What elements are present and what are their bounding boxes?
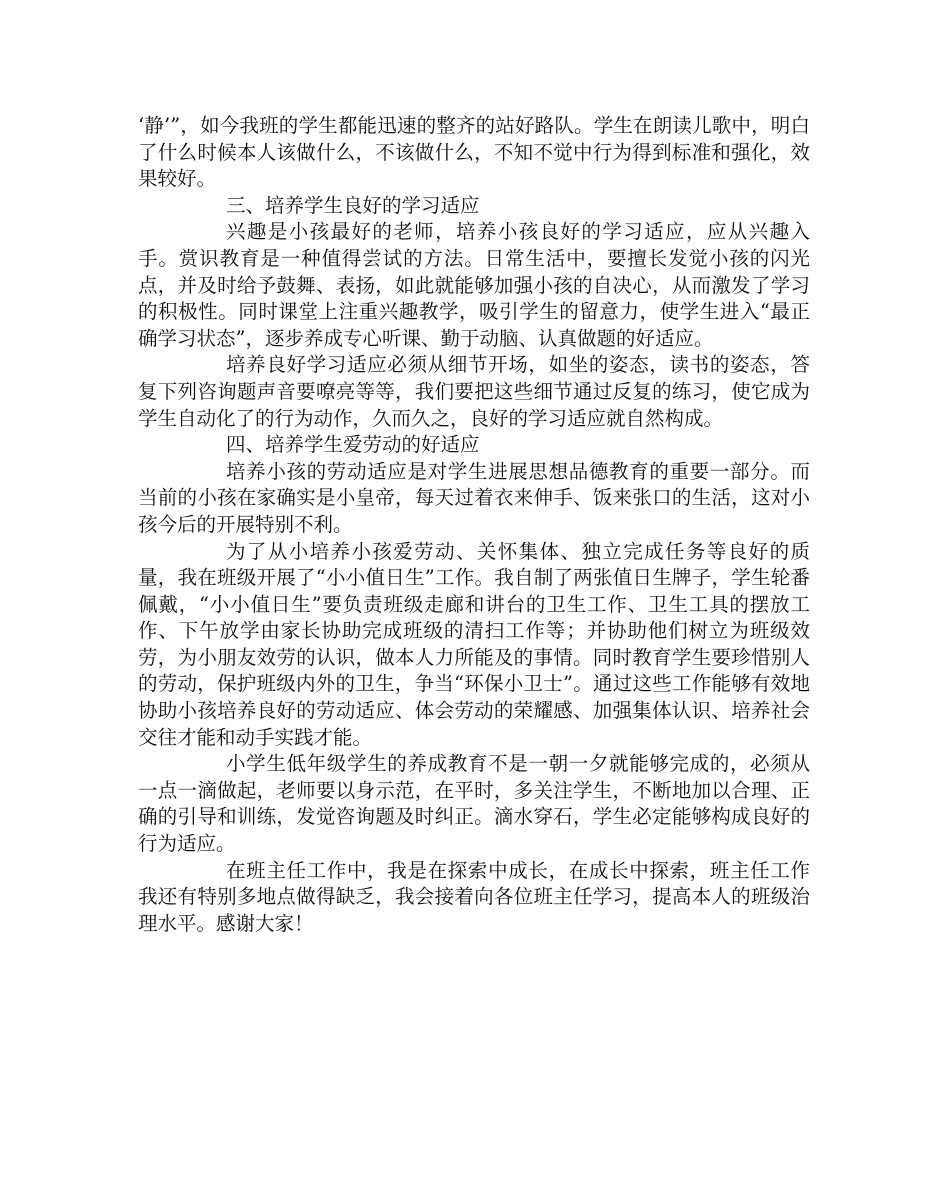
section-heading-3: 三、培养学生良好的学习适应 <box>226 193 480 217</box>
paragraph-continuation: ‘静’”，如今我班的学生都能迅速的整齐的站好路队。学生在朗读儿歌中，明白了什么时候本人该做什么，不该做什么，不知不觉中行为得到标准和强化，效果较好。 <box>138 114 810 191</box>
paragraph-duty-student: 为了从小培养小孩爱劳动、关怀集体、独立完成任务等良好的质量，我在班级开展了“小小值日生”工作。我自制了两张值日生牌子，学生轮番佩戴，“小小值日生”要负责班级走廊和讲台的卫生工作、卫生工具的摆放工作、下午放学由家长协助完成班级的清扫工作等；并协助他们树立为班级效劳，为小朋友效劳的认识，做本人力所能及的事情。同时教育学生要珍惜别人的劳动，保护班级内外的卫生，争当“环保小卫士”。通过这些工作能够有效地协助小孩培养良好的劳动适应、体会劳动的荣耀感、加强集体认识、培养社会交往才能和动手实践才能。 <box>138 539 810 749</box>
document-body <box>138 113 810 937</box>
paragraph-closing: 在班主任工作中，我是在探索中成长，在成长中探索，班主任工作我还有特别多地点做得缺乏，我会接着向各位班主任学习，提高本人的班级治理水平。感谢大家！ <box>138 858 810 935</box>
section-heading-4: 四、培养学生爱劳动的好适应 <box>226 433 480 457</box>
paragraph-interest: 兴趣是小孩最好的老师，培养小孩良好的学习适应，应从兴趣入手。赏识教育是一种值得尝试的方法。日常生活中，要擅长发觉小孩的闪光点，并及时给予鼓舞、表扬，如此就能够加强小孩的自决心，从而激发了学习的积极性。同时课堂上注重兴趣教学，吸引学生的留意力，使学生进入“最正确学习状态”，逐步养成专心听课、勤于动脑、认真做题的好适应。 <box>138 220 810 350</box>
paragraph-habit-education: 小学生低年级学生的养成教育不是一朝一夕就能够完成的，必须从一点一滴做起，老师要以身示范，在平时，多关注学生，不断地加以合理、正确的引导和训练，发觉咨询题及时纠正。滴水穿石，学生必定能够构成良好的行为适应。 <box>138 752 810 856</box>
paragraph-details: 培养良好学习适应必须从细节开场，如坐的姿态，读书的姿态，答复下列咨询题声音要嘹亮等等，我们要把这些细节通过反复的练习，使它成为学生自动化了的行为动作，久而久之，良好的学习适应就自然构成。 <box>138 353 810 430</box>
paragraph-labor-habit: 培养小孩的劳动适应是对学生进展思想品德教育的重要一部分。而当前的小孩在家确实是小皇帝，每天过着衣来伸手、饭来张口的生活，这对小孩今后的开展特别不利。 <box>138 459 810 536</box>
